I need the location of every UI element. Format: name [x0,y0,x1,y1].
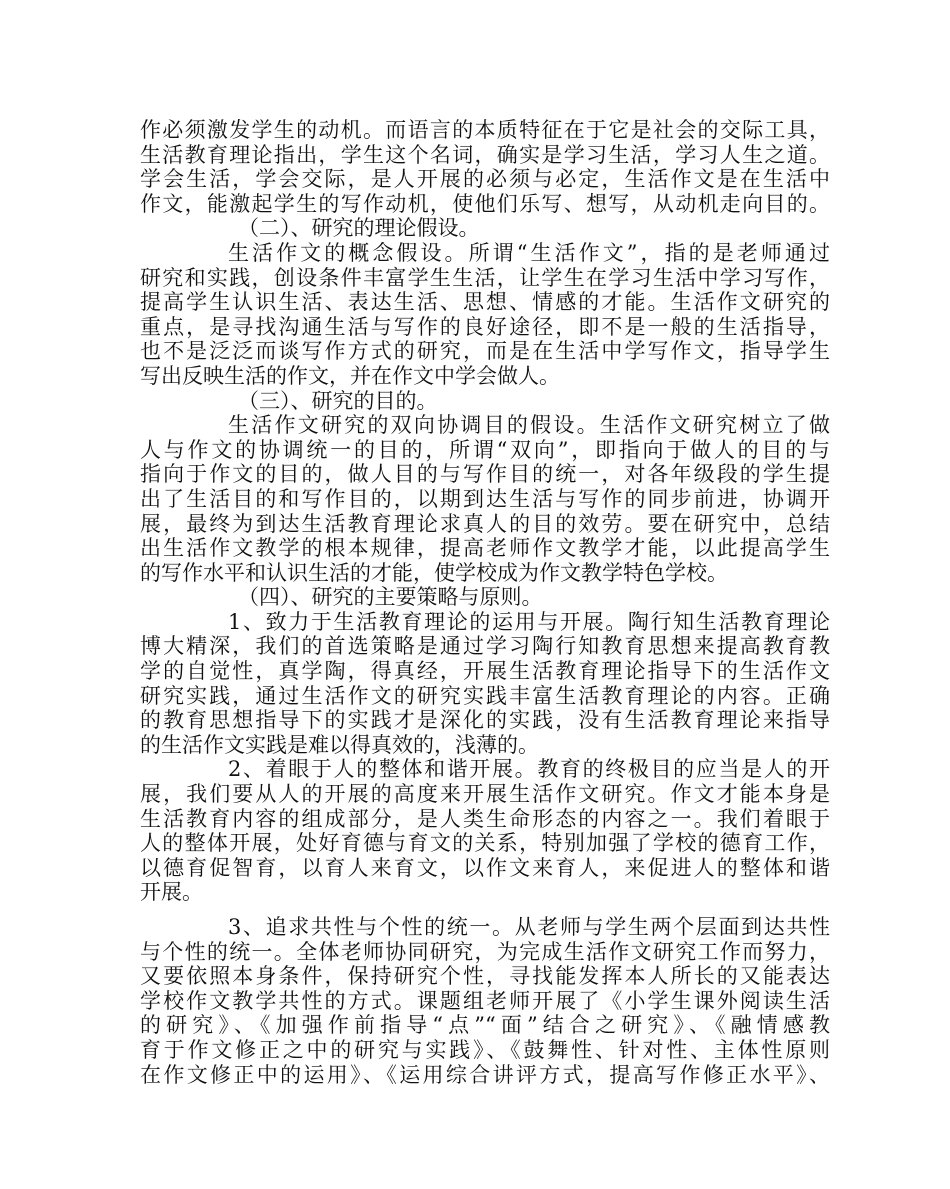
text-line: 学的自觉性，真学陶，得真经，开展生活教育理论指导下的生活作文 [140,659,830,684]
paragraph-3 [140,413,830,585]
text-line: 指向于作文的目的，做人目的与写作目的统一，对各年级段的学生提 [140,462,830,487]
text-line: 2、着眼于人的整体和谐开展。教育的终极目的应当是人的开 [228,757,830,782]
text-line: 作文，能激起学生的写作动机，使他们乐写、想写，从动机走向目的。 [140,191,830,216]
text-line: 与个性的统一。全体老师协同研究，为完成生活作文研究工作而努力， [140,939,830,964]
text-line: 人的整体开展，处好育德与育文的关系，特别加强了学校的德育工作， [140,831,830,856]
section-heading-2: （二）、研究的理论假设。 [238,216,480,241]
text-line: 人与作文的协调统一的目的，所谓“双向”，即指向于做人的目的与 [140,437,830,462]
paragraph-1 [140,118,830,216]
text-line: 的生活作文实践是难以得真效的，浅薄的。 [140,732,539,757]
text-line: 研究实践，通过生活作文的研究实践丰富生活教育理论的内容。正确 [140,683,830,708]
text-line: 学校作文教学共性的方式。课题组老师开展了《小学生课外阅读生活 [140,988,830,1013]
text-line: 展，我们要从人的开展的高度来开展生活作文研究。作文才能本身是 [140,782,830,807]
text-line: 生活教育内容的组成部分，是人类生命形态的内容之一。我们着眼于 [140,806,830,831]
text-line: 以德育促智育，以育人来育文，以作文来育人，来促进人的整体和谐 [140,855,830,880]
document-page [140,118,830,1087]
text-line: 又要依照本身条件，保持研究个性，寻找能发挥本人所长的又能表达 [140,964,830,989]
text-line: 3、追求共性与个性的统一。从老师与学生两个层面到达共性 [228,915,830,939]
text-line: 博大精深，我们的首选策略是通过学习陶行知教育思想来提高教育教 [140,634,830,659]
paragraph-6 [140,915,830,1087]
section-heading-3: （三）、研究的目的。 [238,388,438,413]
text-line: 提高学生认识生活、表达生活、思想、情感的才能。生活作文研究的 [140,290,830,315]
text-line: 育于作文修正之中的研究与实践》、《鼓舞性、针对性、主体性原则 [140,1037,830,1062]
paragraph-2 [140,241,830,389]
text-line: 1、致力于生活教育理论的运用与开展。陶行知生活教育理论 [228,609,830,634]
text-line: 生活作文研究的双向协调目的假设。生活作文研究树立了做 [228,413,830,438]
text-line: 展，最终为到达生活教育理论求真人的目的效劳。要在研究中，总结 [140,511,830,536]
text-line: 重点，是寻找沟通生活与写作的良好途径，即不是一般的生活指导， [140,314,830,339]
text-line: 在作文修正中的运用》、《运用综合讲评方式，提高写作修正水平》、 [140,1062,830,1087]
section-heading-4: （四）、研究的主要策略与原则。 [238,585,543,610]
paragraph-5 [140,757,830,905]
text-line: 开展。 [140,880,203,905]
text-line: 的写作水平和认识生活的才能，使学校成为作文教学特色学校。 [140,560,728,585]
text-line: 学会生活，学会交际，是人开展的必须与必定，生活作文是在生活中 [140,167,830,192]
text-line: 写出反映生活的作文，并在作文中学会做人。 [140,363,560,388]
text-line: 研究和实践，创设条件丰富学生生活，让学生在学习生活中学习写作， [140,265,830,290]
text-line: 出了生活目的和写作目的，以期到达生活与写作的同步前进，协调开 [140,486,830,511]
text-line: 生活教育理论指出，学生这个名词，确实是学习生活，学习人生之道。 [140,142,830,167]
text-line: 生活作文的概念假设。所谓“生活作文”，指的是老师通过 [228,240,830,265]
text-line: 作必须激发学生的动机。而语言的本质特征在于它是社会的交际工具， [140,118,830,142]
text-line: 的教育思想指导下的实践才是深化的实践，没有生活教育理论来指导 [140,708,830,733]
text-line: 也不是泛泛而谈写作方式的研究，而是在生活中学写作文，指导学生 [140,339,830,364]
paragraph-4 [140,610,830,758]
text-line: 的研究》、《加强作前指导“点”“面”结合之研究》、《融情感教 [140,1013,830,1038]
text-line: 出生活作文教学的根本规律，提高老师作文教学才能，以此提高学生 [140,536,830,561]
